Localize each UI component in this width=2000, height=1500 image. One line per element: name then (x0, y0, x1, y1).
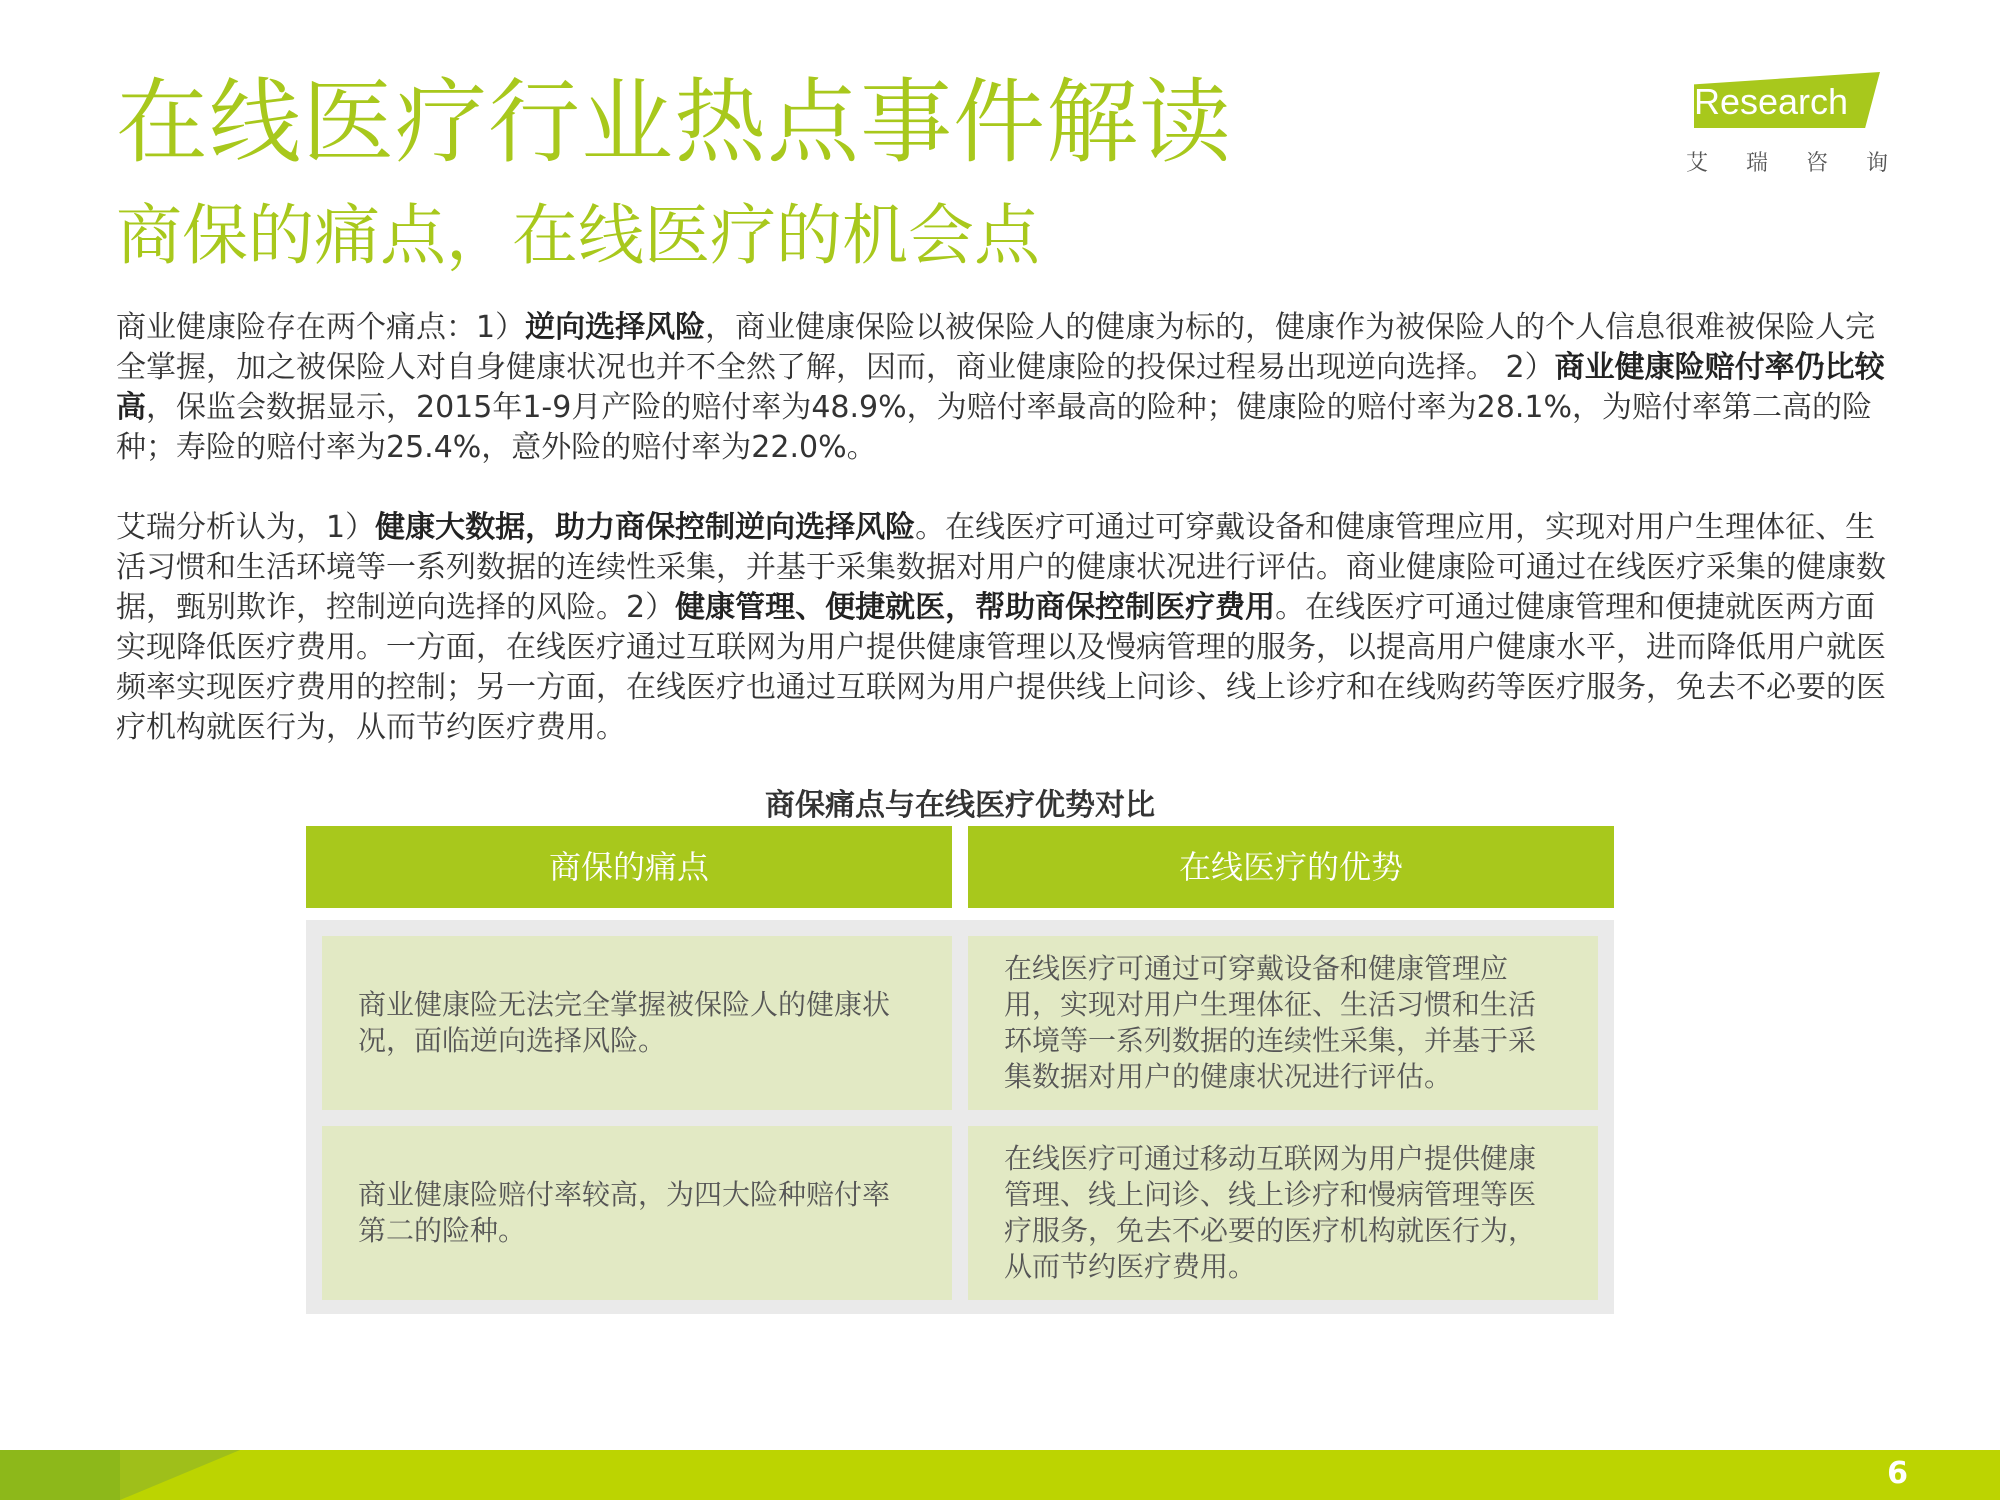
comparison-table-body (306, 920, 1614, 1314)
cell-text: 商业健康险无法完全掌握被保险人的健康状况，面临逆向选择风险。 (358, 988, 891, 1057)
table-header-pain-points: 商保的痛点 (306, 826, 952, 908)
page-number: 6 (1887, 1456, 1908, 1491)
logo-brand-text: iResearch (1686, 81, 1849, 122)
footer-decoration (0, 1450, 120, 1500)
footer-bar (0, 1450, 2000, 1500)
logo-cn-name: 艾瑞咨询 (1686, 151, 1927, 176)
table-cell (968, 1126, 1598, 1300)
paragraph-pain-points (116, 308, 1888, 468)
para1-bold-1: 逆向选择风险 (525, 310, 706, 345)
cell-text: 商业健康险赔付率较高，为四大险种赔付率第二的险种。 (358, 1178, 891, 1247)
page-title: 在线医疗行业热点事件解读 (116, 69, 1233, 176)
table-cell (322, 936, 952, 1110)
para1-bold-2: 商业健康险赔付率仍比较高 (116, 350, 1885, 425)
table-cell (968, 936, 1598, 1110)
table-header-advantages: 在线医疗的优势 (968, 826, 1614, 908)
para1-text-2: ，商业健康保险以被保险人的健康为标的，健康作为被保险人的个人信息很难被保险人完全掌握，加之被保险人对自身健康状况也并不全然了解，因而，商业健康险的投保过程易出现逆向选择。 2） (116, 310, 1876, 385)
page-subtitle: 商保的痛点，在线医疗的机会点 (116, 197, 1040, 274)
cell-text: 在线医疗可通过移动互联网为用户提供健康管理、线上问诊、线上诊疗和慢病管理等医疗服务，免去不必要的医疗机构就医行为，从而节约医疗费用。 (1004, 1142, 1537, 1283)
paragraph-analysis (116, 508, 1888, 748)
table-cell (322, 1126, 952, 1300)
cell-text: 在线医疗可通过可穿戴设备和健康管理应用，实现对用户生理体征、生活习惯和生活环境等一系列数据的连续性采集，并基于采集数据对用户的健康状况进行评估。 (1004, 952, 1537, 1093)
para2-bold-1: 健康大数据，助力商保控制逆向选择风险 (375, 510, 916, 545)
para2-text-2: 。在线医疗可通过可穿戴设备和健康管理应用，实现对用户生理体征、生活习惯和生活环境等一系列数据的连续性采集，并基于采集数据对用户的健康状况进行评估。商业健康险可通过在线医疗采集的健康数据，甄别欺诈，控制逆向选择的风险。2） (116, 510, 1886, 625)
para1-text-1: 商业健康险存在两个痛点：1） (116, 310, 526, 345)
para1-text-3: ，保监会数据显示，2015年1-9月产险的赔付率为48.9%，为赔付率最高的险种；健康险的赔付率为28.1%，为赔付率第二高的险种；寿险的赔付率为25.4%，意外险的赔付率为22.0%。 (116, 390, 1872, 465)
para2-bold-2: 健康管理、便捷就医，帮助商保控制医疗费用 (675, 590, 1276, 625)
iresearch-logo (1682, 72, 1927, 176)
para2-text-1: 艾瑞分析认为，1） (116, 510, 376, 545)
table-title: 商保痛点与在线医疗优势对比 (765, 788, 1155, 823)
para2-text-3: 。在线医疗可通过健康管理和便捷就医两方面实现降低医疗费用。一方面，在线医疗通过互联网为用户提供健康管理以及慢病管理的服务，以提高用户健康水平，进而降低用户就医频率实现医疗费用的控制；另一方面，在线医疗也通过互联网为用户提供线上问诊、线上诊疗和在线购药等医疗服务，免去不必要的医疗机构就医行为，从而节约医疗费用。 (116, 590, 1886, 745)
